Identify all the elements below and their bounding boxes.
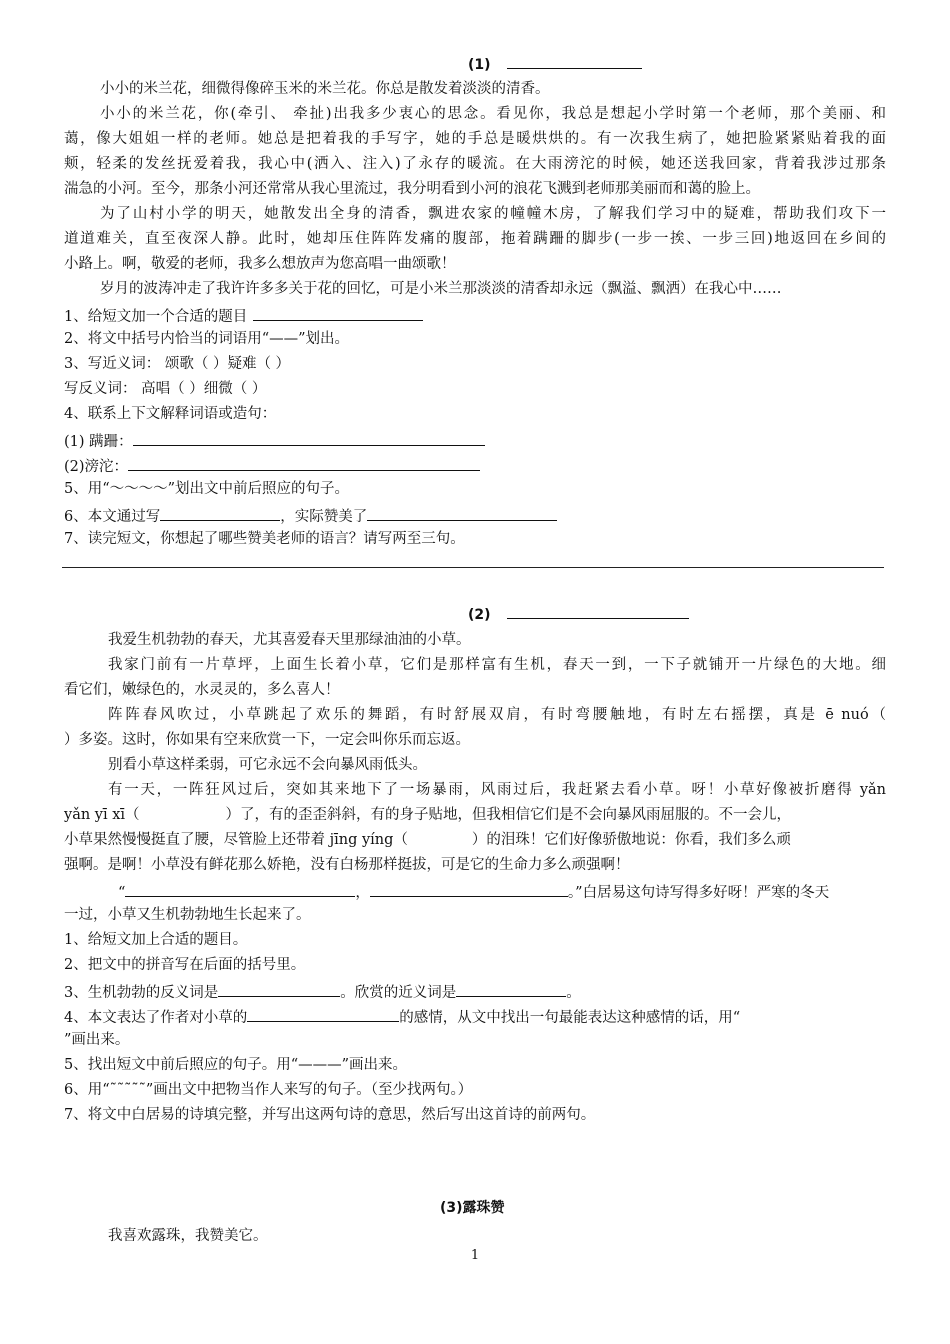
s2-q3-blank-a[interactable] [218, 980, 340, 997]
s2-q3-text-a: 3、生机勃勃的反义词是 [64, 985, 219, 1001]
s2-p5-line3-a: 小草果然慢慢挺直了腰，尽管脸上还带着 jīng yíng（ [64, 832, 408, 848]
s1-q6-blank-b[interactable] [367, 504, 557, 521]
s1-p3-line2: 道道难关，直至夜深人静。此时，她却压住阵阵发痛的腹部，拖着蹒跚的脚步(一步一挨、一步三回)地返回在乡间的 [64, 231, 886, 247]
s1-p2-line2: 蔼，像大姐姐一样的老师。她总是把着我的手写字，她的手总是暖烘烘的。有一次我生病了，她把脸紧紧贴着我的面 [64, 131, 886, 147]
s3-first-line: 我喜欢露珠，我赞美它。 [108, 1228, 268, 1244]
s1-p3-line3: 小路上。啊，敬爱的老师，我多么想放声为您高唱一曲颂歌！ [64, 256, 456, 272]
s1-p3-line1: 为了山村小学的明天，她散发出全身的清香，飘进农家的幢幢木房，了解我们学习中的疑难，帮助我们攻下一 [100, 206, 886, 222]
s1-q3b: 写反义词： 高唱（ ）细微（ ） [64, 381, 267, 397]
s2-q5: 5、找出短文中前后照应的句子。用“———”画出来。 [64, 1057, 408, 1073]
s2-p1-line1: 我爱生机勃勃的春天，尤其喜爱春天里那绿油油的小草。 [108, 632, 471, 648]
s2-q1: 1、给短文加上合适的题目。 [64, 932, 248, 948]
s1-q6-text-b: ，实际赞美了 [280, 509, 368, 525]
section2-title-blank [507, 602, 689, 619]
s1-q5: 5、用“～～～～”划出文中前后照应的句子。 [64, 481, 350, 497]
s2-q6: 6、用“˜˜˜˜˜”画出文中把物当作人来写的句子。（至少找两句。） [64, 1082, 473, 1098]
s2-p4-line1: 别看小草这样柔弱，可它永远不会向暴风雨低头。 [108, 757, 427, 773]
s2-q3-text-b: 。欣赏的近义词是 [340, 985, 457, 1001]
s2-p5-line3-b: ）的泪珠！它们好像骄傲地说：你看，我们多么顽 [471, 832, 791, 848]
s1-q6 [64, 504, 557, 527]
s2-p2-line1: 我家门前有一片草坪，上面生长着小草，它们是那样富有生机，春天一到，一下子就铺开一片绿色的大地。细 [108, 657, 886, 673]
s1-q1-answer-blank[interactable] [253, 304, 423, 321]
s1-q3: 3、写近义词： 颂歌（ ）疑难（ ） [64, 356, 291, 372]
s2-poem-tail: 。”白居易这句诗写得多好呀！严寒的冬天 [567, 885, 830, 901]
s2-poem-line [118, 880, 829, 903]
s1-p2-line3: 颊，轻柔的发丝抚爱着我，我心中(洒入、注入)了永存的暖流。在大雨滂沱的时候，她还送我回家，背着我涉过那条 [64, 156, 886, 172]
s2-q2: 2、把文中的拼音写在后面的括号里。 [64, 957, 306, 973]
s2-p5-line2-b: ）了，有的歪歪斜斜，有的身子贴地，但我相信它们是不会向暴风雨屈服的。不一会儿， [225, 807, 792, 823]
s2-p5-line2 [64, 805, 791, 825]
s1-q4b-text: (2)滂沱： [64, 459, 129, 475]
s2-poem-open-quote: “ [118, 885, 126, 901]
s2-q4c: ”画出来。 [64, 1032, 130, 1048]
section2-title-number: (2) [468, 607, 491, 623]
section1-title [468, 52, 642, 75]
s1-p2-line4: 湍急的小河。至今，那条小河还常常从我心里流过，我分明看到小河的浪花飞溅到老师那美丽而和蔼的脸上。 [64, 181, 760, 197]
section3-title: (3)露珠赞 [440, 1200, 505, 1216]
s1-q6-text-a: 6、本文通过写 [64, 509, 161, 525]
s2-p5-line3 [64, 830, 791, 850]
s1-q4: 4、联系上下文解释词语或造句： [64, 406, 277, 422]
s1-p4-line1: 岁月的波涛冲走了我许许多多关于花的回忆，可是小米兰那淡淡的清香却永远（飘溢、飘洒）在我心中…… [100, 281, 782, 297]
s2-q3-text-c: 。 [566, 985, 581, 1001]
s2-q4-text-a: 4、本文表达了作者对小草的 [64, 1010, 248, 1026]
s1-q4b [64, 454, 480, 477]
s2-p5-line1: 有一天，一阵狂风过后，突如其来地下了一场暴雨，风雨过后，我赶紧去看小草。呀！小草好像被折磨得 yǎn [108, 782, 886, 798]
s1-q4b-answer-blank[interactable] [128, 454, 480, 471]
s1-q1 [64, 304, 423, 327]
s2-poem-blank-1[interactable] [125, 880, 355, 897]
s1-q7: 7、读完短文，你想起了哪些赞美老师的语言？请写两至三句。 [64, 531, 465, 547]
s1-q4a-answer-blank[interactable] [133, 429, 485, 446]
s2-poem-line2: 一过，小草又生机勃勃地生长起来了。 [64, 907, 311, 923]
s1-q4a [64, 429, 485, 452]
section2-title [468, 602, 689, 625]
s1-q4a-text: (1) 蹒跚： [64, 434, 133, 450]
page-number: 1 [470, 1248, 480, 1263]
s2-q7: 7、将文中白居易的诗填完整，并写出这两句诗的意思，然后写出这首诗的前两句。 [64, 1107, 596, 1123]
s1-q1-text: 1、给短文加一个合适的题目 [64, 309, 248, 325]
s2-q4 [64, 1005, 740, 1028]
s2-q3-blank-b[interactable] [456, 980, 566, 997]
s1-p1-line1: 小小的米兰花，细微得像碎玉米的米兰花。你总是散发着淡淡的清香。 [100, 81, 550, 97]
s2-p5-line4: 强啊。是啊！小草没有鲜花那么娇艳，没有白杨那样挺拔，可是它的生命力多么顽强啊！ [64, 857, 630, 873]
s2-poem-comma: ， [355, 885, 370, 901]
s2-p5-line2-a: yǎn yī xī（ [64, 807, 140, 823]
s2-poem-blank-2[interactable] [370, 880, 568, 897]
section1-title-number: (1) [468, 57, 491, 73]
s1-q6-blank-a[interactable] [160, 504, 280, 521]
section1-title-blank [507, 52, 642, 69]
s2-q4-blank[interactable] [247, 1005, 399, 1022]
s2-q4-text-b: 的感情，从文中找出一句最能表达这种感情的话，用“ [399, 1010, 741, 1026]
s2-p3-line2: ）多姿。这时，你如果有空来欣赏一下，一定会叫你乐而忘返。 [64, 732, 470, 748]
s2-p3-line1: 阵阵春风吹过，小草跳起了欢乐的舞蹈，有时舒展双肩，有时弯腰触地，有时左右摇摆，真是 ē nuó（ [108, 707, 886, 723]
s1-p2-line1: 小小的米兰花，你(牵引、 牵扯)出我多少衷心的思念。看见你，我总是想起小学时第一个老师，那个美丽、和 [100, 106, 886, 122]
s1-q2: 2、将文中括号内恰当的词语用“——”划出。 [64, 331, 350, 347]
s2-p2-line2: 看它们，嫩绿色的，水灵灵的，多么喜人！ [64, 682, 340, 698]
s2-q3 [64, 980, 581, 1003]
s1-q7-answer-line[interactable] [62, 567, 884, 568]
